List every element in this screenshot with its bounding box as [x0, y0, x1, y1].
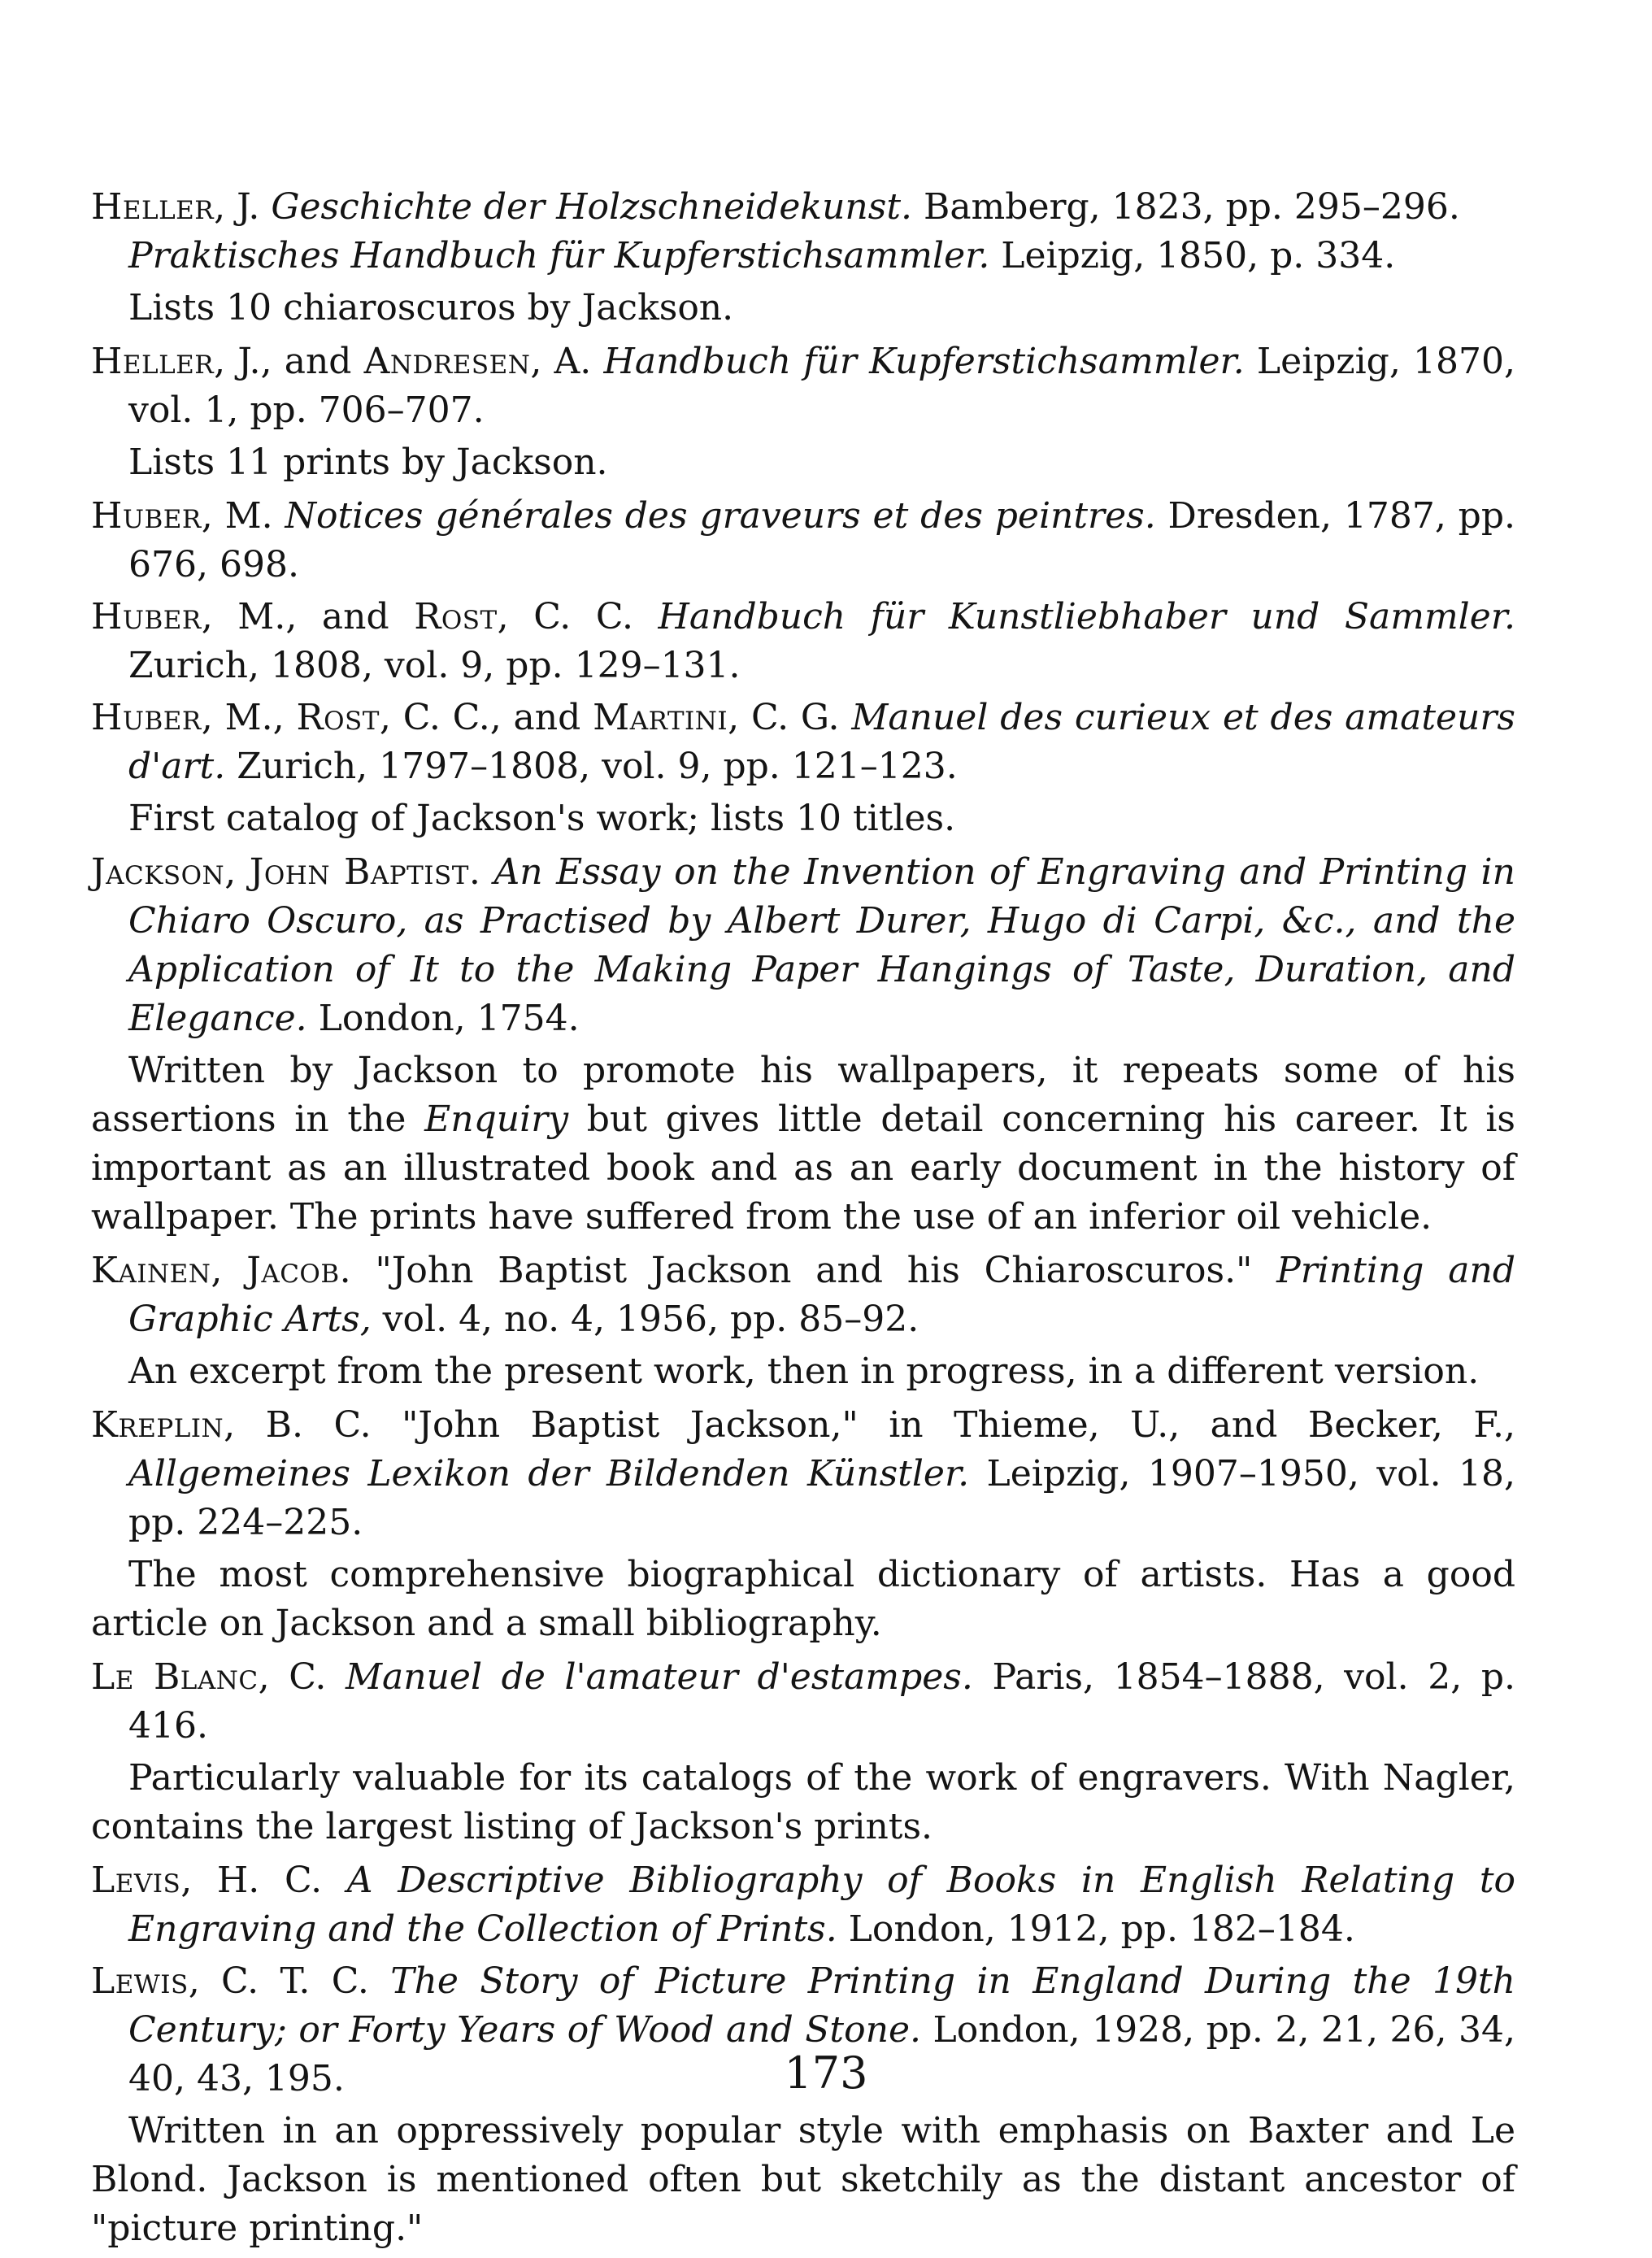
author-name: Martini [593, 697, 728, 738]
author-name: Huber [91, 596, 202, 637]
annotation-text: Written by Jackson to promote his wallpapers, it repeats some of his assertions in the [91, 1050, 1515, 1140]
article-title: "John Baptist Jackson and his Chiaroscuros." [350, 1250, 1277, 1291]
publication-info: Leipzig, 1907–1950, vol. 18, pp. 224–225. [128, 1453, 1516, 1543]
work-title: A Descriptive Bibliography of Books in English Relating to Engraving and the Collection of Prints. [128, 1860, 1515, 1950]
author-rest: , C. [258, 1656, 327, 1698]
author-name: Heller [91, 186, 215, 228]
author-rest: , C. T. C. [188, 1960, 369, 2002]
work-title: Manuel des curieux et des amateurs d'art. [128, 697, 1516, 787]
bibliography-entry [91, 492, 1515, 590]
publication-info: London, 1912, pp. 182–184. [837, 1908, 1355, 1950]
publication-info: London, 1928, pp. 2, 21, 26, 34, 40, 43, 195. [128, 2009, 1515, 2099]
annotation: Written in an oppressively popular style with emphasis on Baxter and Le Blond. Jackson is mentioned often but sketchily as the distant ancestor of "picture printing." [91, 2110, 1515, 2249]
work-title: Geschichte der Holzschneidekunst. [271, 186, 912, 228]
author-rest: , H. C. [180, 1860, 323, 1901]
author-name: Rost [296, 697, 380, 738]
bibliography-entry [91, 848, 1515, 1043]
author-name: Heller [91, 341, 215, 382]
author-rest: , M. [201, 495, 273, 537]
work-title: Allgemeines Lexikon der Bildenden Künstler. [128, 1453, 970, 1494]
author-rest: , J., and [214, 341, 364, 382]
work-title: Praktisches Handbuch für Kupferstichsammler. [128, 235, 990, 276]
author-rest: , [224, 851, 250, 893]
annotation: Lists 10 chiaroscuros by Jackson. [128, 287, 734, 328]
author-rest: , C. G. [728, 697, 840, 738]
author-name: Levis [91, 1860, 181, 1901]
annotation: The most comprehensive biographical dictionary of artists. Has a good article on Jackson and a small bibliography. [91, 1554, 1515, 1644]
annotation-title: Enquiry [424, 1099, 569, 1140]
author-rest: , M., [201, 697, 297, 738]
publication-info: Leipzig, 1850, p. 334. [989, 235, 1396, 276]
publication-info: Zurich, 1808, vol. 9, pp. 129–131. [128, 645, 741, 686]
author-name: Huber [91, 495, 202, 537]
annotation: Lists 11 prints by Jackson. [128, 442, 608, 483]
work-title: Printing and Graphic Arts, [128, 1250, 1515, 1340]
annotation: Particularly valuable for its catalogs of the work of engravers. With Nagler, contains the largest listing of Jackson's prints. [91, 1757, 1515, 1847]
page-number: 173 [784, 2047, 868, 2099]
publication-info: Leipzig, 1870, vol. 1, pp. 706–707. [128, 341, 1515, 431]
author-name: John Baptist [249, 851, 469, 893]
article-title: "John Baptist Jackson," in Thieme, U., and Becker, F., [371, 1404, 1515, 1446]
bibliography-entry [91, 1246, 1515, 1344]
publication-info: London, 1754. [306, 998, 580, 1039]
work-title: Manuel de l'amateur d'estampes. [345, 1656, 973, 1698]
bibliography-entry [91, 694, 1515, 791]
author-rest: . [468, 851, 480, 893]
work-title: Handbuch für Kunstliebhaber und Sammler. [658, 596, 1515, 637]
bibliography-entry [91, 337, 1515, 435]
author-name: Kainen [91, 1250, 211, 1291]
annotation-text: but gives little detail concerning his career. It is important as an illustrated book and as an early document in the history of wallpaper. The prints have suffered from the use of an inferior oil vehicle. [91, 1099, 1515, 1238]
publication-info: Zurich, 1797–1808, vol. 9, pp. 121–123. [225, 746, 958, 787]
author-rest: , M., and [201, 596, 415, 637]
publication-info: Bamberg, 1823, pp. 295–296. [912, 186, 1460, 228]
author-rest: . [339, 1250, 351, 1291]
author-name: Lewis [91, 1960, 189, 2002]
author-name: Rost [414, 596, 498, 637]
work-title: Handbuch für Kupferstichsammler. [603, 341, 1245, 382]
publication-info: Paris, 1854–1888, vol. 2, p. 416. [128, 1656, 1515, 1747]
publication-info: vol. 4, no. 4, 1956, pp. 85–92. [371, 1299, 919, 1340]
work-title: An Essay on the Invention of Engraving and Printing in Chiaro Oscuro, as Practised by Albert Durer, Hugo di Carpi, &c., and the Application of It to the Making Paper Hangings of Taste, Duration, and Elegance. [128, 851, 1515, 1039]
author-rest: , J. [214, 186, 260, 228]
work-title: Notices générales des graveurs et des peintres. [285, 495, 1156, 537]
bibliography-entry [91, 183, 1515, 281]
bibliography-entry [91, 1856, 1515, 1954]
author-rest: , C. C., and [379, 697, 593, 738]
work-title: The Story of Picture Printing in England During the 19th Century; or Forty Years of Wood and Stone. [128, 1960, 1515, 2051]
author-name: Jackson [91, 851, 225, 893]
author-rest: , [211, 1250, 247, 1291]
author-name: Kreplin [91, 1404, 224, 1446]
annotation: First catalog of Jackson's work; lists 10 titles. [128, 798, 956, 839]
author-name: Jacob [246, 1250, 340, 1291]
author-name: Huber [91, 697, 202, 738]
bibliography-entry [91, 593, 1515, 690]
bibliography-entry [91, 1653, 1515, 1751]
publication-info: Dresden, 1787, pp. 676, 698. [128, 495, 1515, 585]
bibliography-entry [91, 1401, 1515, 1547]
author-name: Le Blanc [91, 1656, 259, 1698]
author-rest: , B. C. [224, 1404, 372, 1446]
author-rest: , C. C. [497, 596, 633, 637]
annotation: An excerpt from the present work, then in progress, in a different version. [128, 1351, 1480, 1392]
author-name: Andresen [363, 341, 531, 382]
bibliography-list [91, 183, 1515, 2258]
author-rest: , A. [530, 341, 592, 382]
annotation [91, 1046, 1515, 1242]
